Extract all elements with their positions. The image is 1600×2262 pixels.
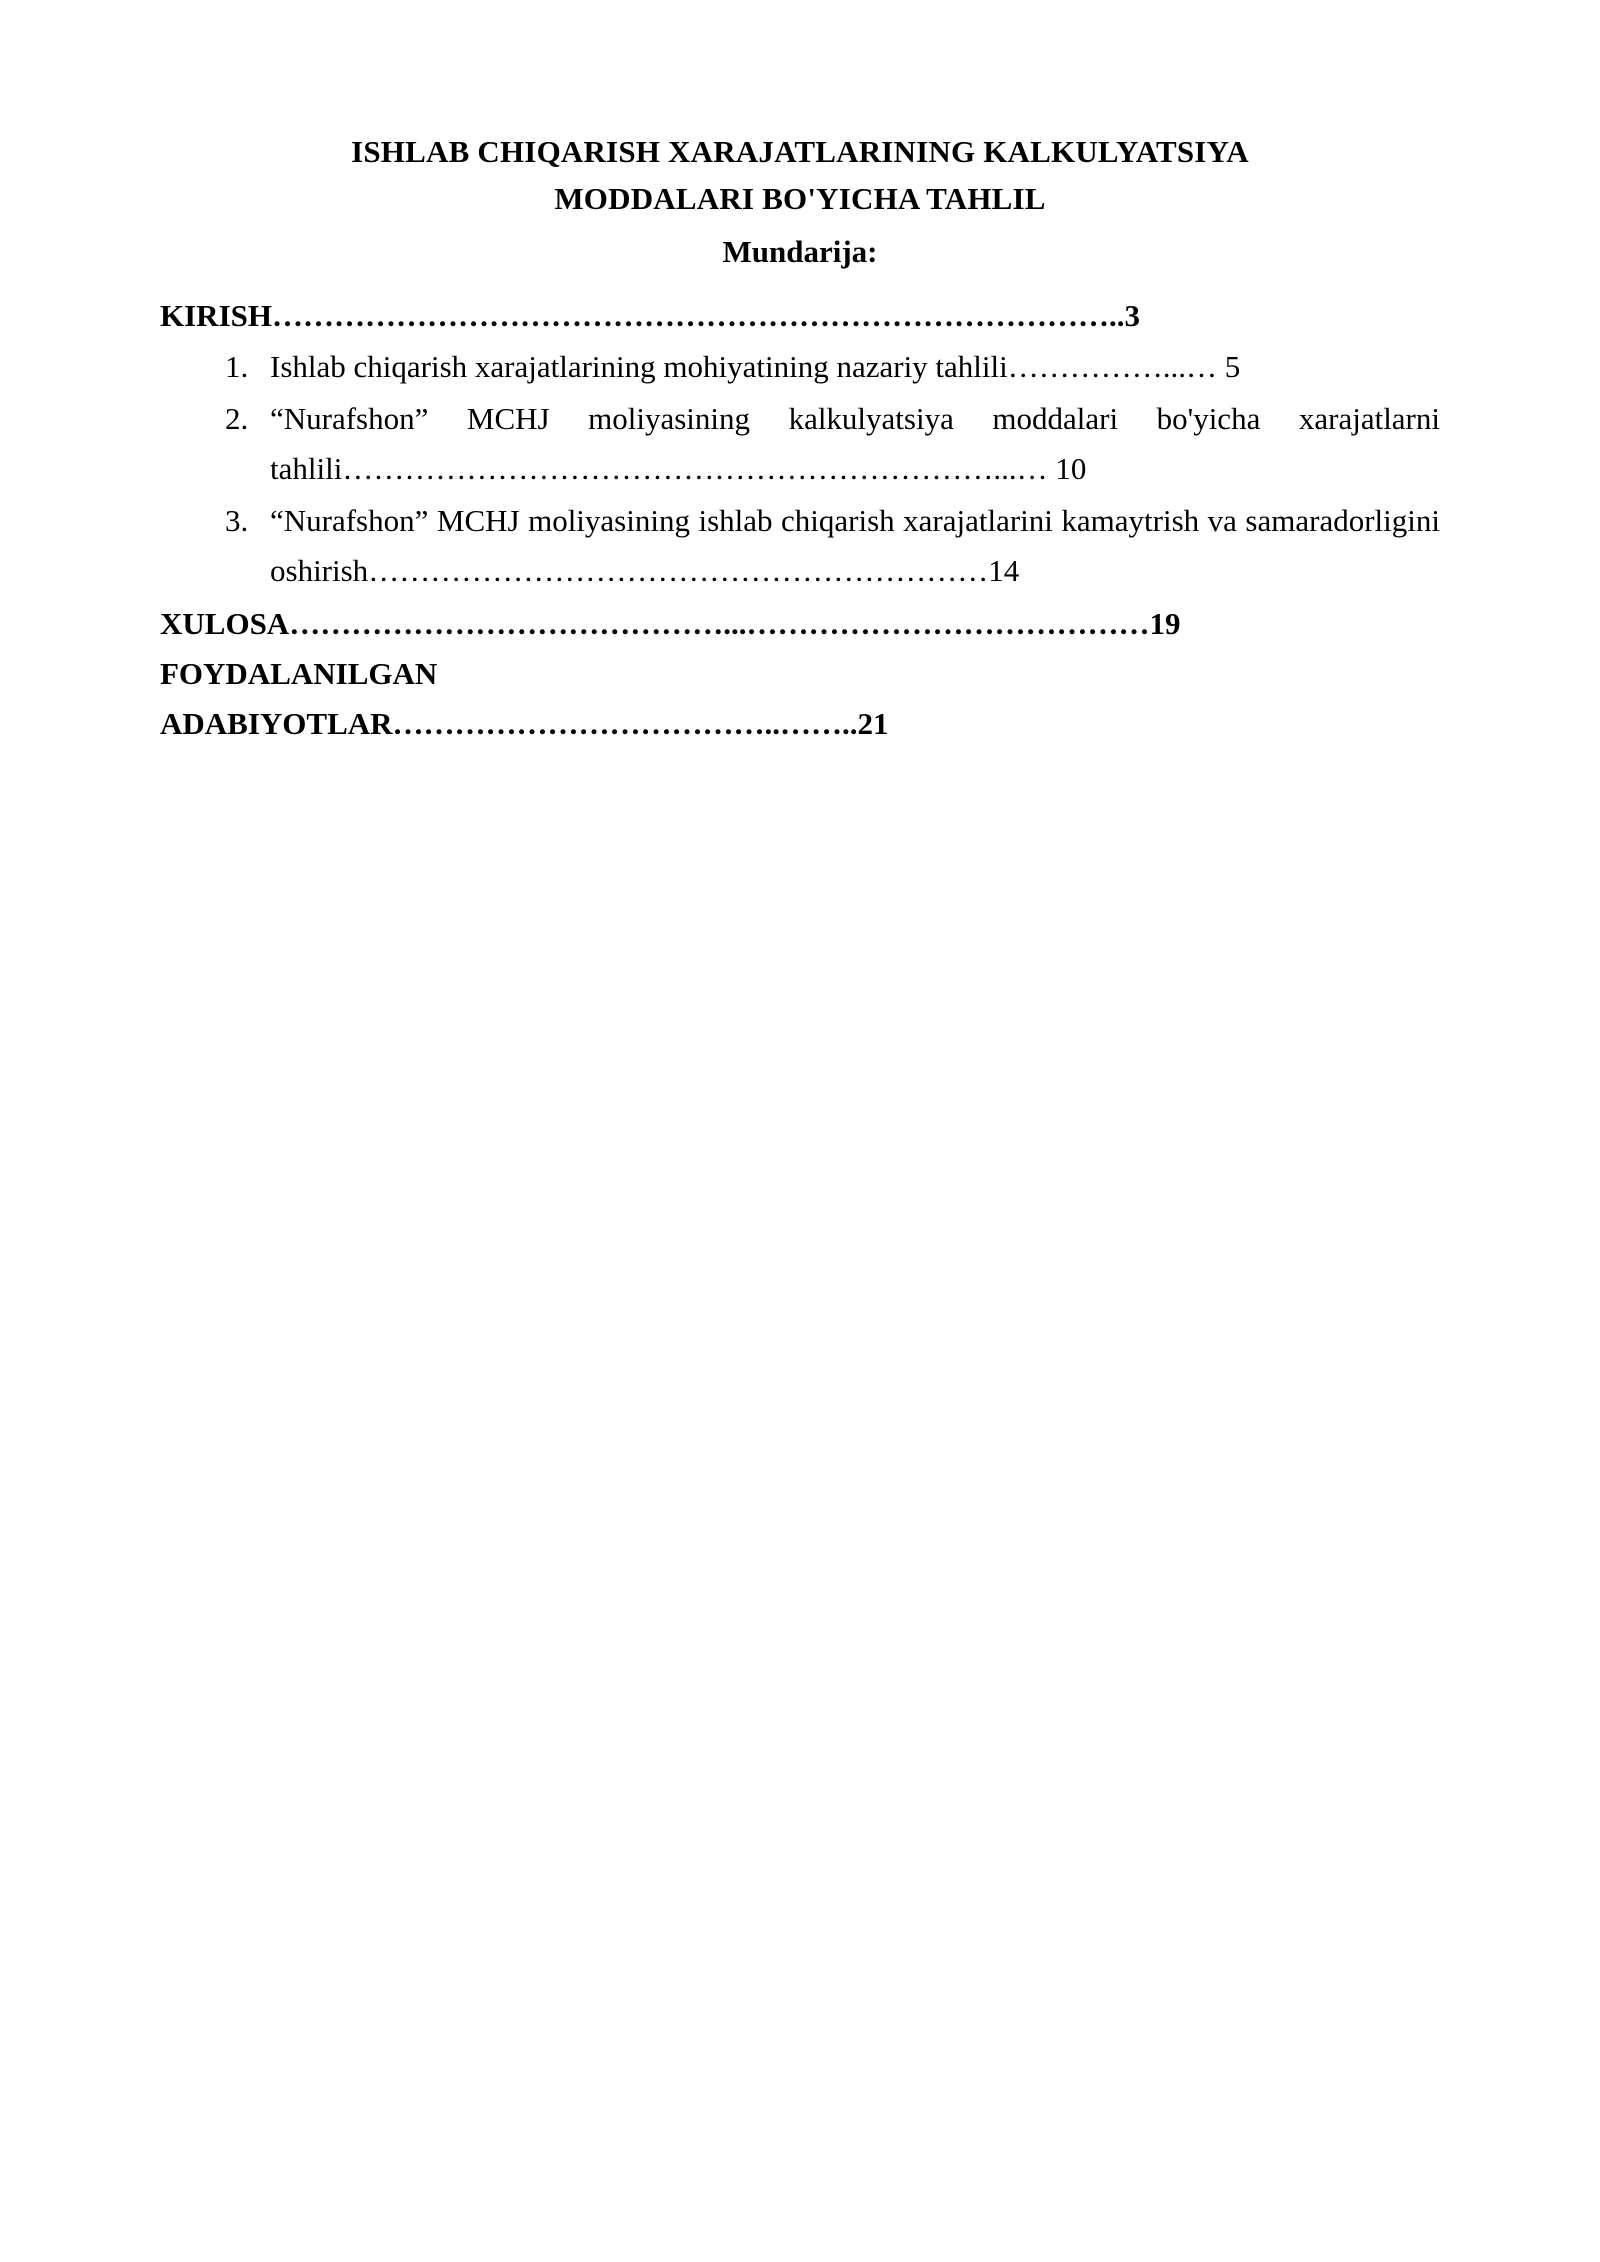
- toc-entry-page: 19: [1149, 605, 1181, 641]
- toc-entry-xulosa: [160, 599, 1440, 649]
- toc-item-leader: ……………………………………………………: [368, 553, 989, 589]
- list-item: [256, 394, 1440, 494]
- toc-item-leader: ……………...…: [1007, 348, 1217, 384]
- toc-entry-leader: ………………………………………………………………………..: [271, 298, 1125, 334]
- toc-entry-references-line-2: [160, 699, 1440, 749]
- toc-numbered-list: [160, 342, 1440, 597]
- toc-entry-page: 3: [1124, 298, 1140, 334]
- toc-entry-kirish: [160, 291, 1440, 341]
- toc-item-text: “Nurafshon” MCHJ moliyasining kalkulyatsiya moddalari bo'yicha xarajatlarni tahlili: [270, 400, 1440, 486]
- toc-entry-leader: ……………………………………...…………………………………: [289, 605, 1150, 641]
- toc-entry-leader: ………………………………..……..: [392, 706, 858, 742]
- page-title: [160, 128, 1440, 222]
- contents-heading: Mundarija:: [722, 234, 878, 270]
- page-title-line-1: ISHLAB CHIQARISH XARAJATLARINING KALKULYATSIYA: [351, 134, 1249, 169]
- toc-item-page: 5: [1224, 348, 1241, 384]
- list-item: [256, 342, 1440, 392]
- list-item: [256, 496, 1440, 596]
- toc-entry-references-line-1: FOYDALANILGAN: [160, 655, 438, 691]
- toc-item-page: 14: [988, 553, 1020, 589]
- toc-item-text: Ishlab chiqarish xarajatlarining mohiyatining nazariy tahlili: [270, 348, 1008, 384]
- toc-entry-page: 21: [857, 706, 889, 742]
- table-of-contents: [160, 291, 1440, 749]
- toc-entry-label: ADABIYOTLAR: [160, 706, 393, 742]
- page-title-line-2: MODDALARI BO'YICHA TAHLIL: [554, 181, 1046, 217]
- toc-item-leader: ………………………………………………………...…: [342, 450, 1048, 486]
- toc-entry-label: XULOSA: [160, 605, 290, 641]
- toc-item-text: “Nurafshon” MCHJ moliyasining ishlab chiqarish xarajatlarini kamaytrish va samaradorligini oshirish: [270, 503, 1440, 589]
- toc-entry-label: KIRISH: [160, 298, 272, 334]
- toc-item-page: 10: [1055, 450, 1087, 486]
